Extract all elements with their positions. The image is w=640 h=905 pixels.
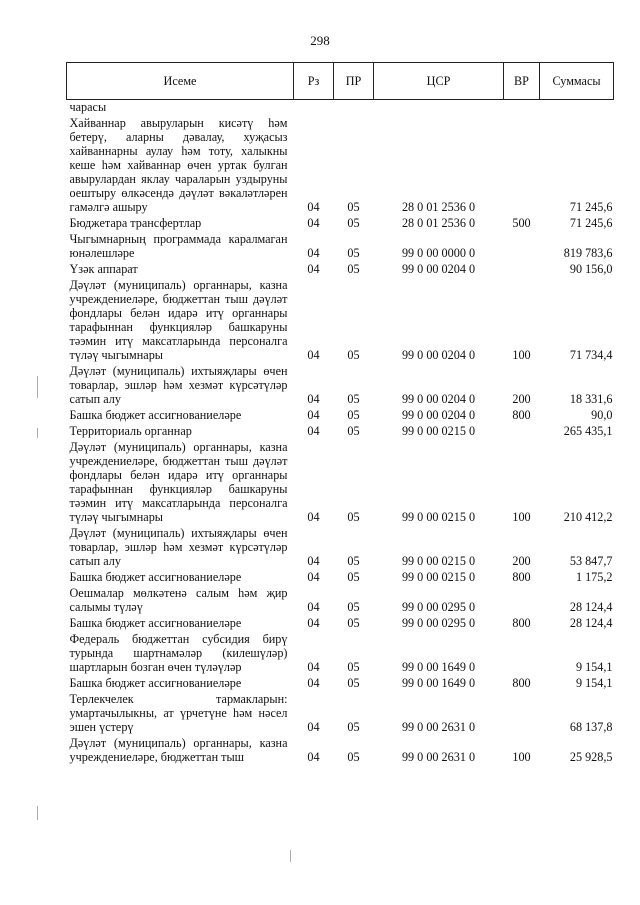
row-name: Башка бюджет ассигнованиеләре xyxy=(69,616,242,630)
row-sum: 9 154,1 xyxy=(575,676,613,690)
header-name: Исеме xyxy=(67,63,294,100)
row-sum: 1 175,2 xyxy=(575,570,613,584)
row-vr: 100 xyxy=(512,750,531,764)
row-csr: 99 0 00 0204 0 xyxy=(401,262,476,276)
row-pr: 05 xyxy=(347,570,360,584)
row-pr: 05 xyxy=(347,660,360,674)
row-name: Дәүләт (муниципаль) органнары, казна учреждениеләре, бюджеттан тыш xyxy=(69,736,288,764)
header-rz: Рз xyxy=(294,63,334,100)
row-sum: 819 783,6 xyxy=(563,246,613,260)
row-vr: 800 xyxy=(512,616,531,630)
row-rz: 04 xyxy=(307,720,320,734)
row-pr: 05 xyxy=(347,750,360,764)
row-sum: 90,0 xyxy=(591,408,613,422)
table-row xyxy=(67,262,614,278)
row-rz: 04 xyxy=(307,750,320,764)
row-csr: 99 0 00 1649 0 xyxy=(401,676,476,690)
row-csr: 99 0 00 0295 0 xyxy=(401,600,476,614)
row-csr: 99 0 00 2631 0 xyxy=(401,750,476,764)
row-sum: 71 245,6 xyxy=(569,216,613,230)
row-sum: 53 847,7 xyxy=(569,554,613,568)
row-rz: 04 xyxy=(307,200,320,214)
row-vr xyxy=(504,100,540,117)
row-sum: 25 928,5 xyxy=(569,750,613,764)
row-name: Үзәк аппарат xyxy=(69,262,138,276)
row-csr: 99 0 00 0204 0 xyxy=(401,348,476,362)
table-row xyxy=(67,216,614,232)
page-number: 298 xyxy=(310,33,330,48)
row-pr: 05 xyxy=(347,348,360,362)
row-vr xyxy=(504,424,540,440)
row-pr: 05 xyxy=(347,616,360,630)
row-pr: 05 xyxy=(347,216,360,230)
header-pr: ПР xyxy=(334,63,374,100)
row-rz: 04 xyxy=(307,616,320,630)
row-name: Бюджетара трансфертлар xyxy=(69,216,202,230)
row-rz: 04 xyxy=(307,216,320,230)
row-rz: 04 xyxy=(307,510,320,524)
row-csr: 99 0 00 2631 0 xyxy=(401,720,476,734)
table-row xyxy=(67,632,614,676)
row-pr: 05 xyxy=(347,720,360,734)
table-row xyxy=(67,736,614,766)
row-rz: 04 xyxy=(307,676,320,690)
row-vr xyxy=(504,232,540,262)
row-sum: 9 154,1 xyxy=(575,660,613,674)
row-name: Оешмалар мөлкәтенә салым һәм җир салымы түләү xyxy=(69,586,288,614)
row-name: Хайваннар авыруларын кисәтү һәм бетерү, аларны дәвалау, хуҗасыз хайваннарны аулау һәм тоту, халыкны кеше һәм хайваннар өчен уртак булган авырулардан яклау чараларын уздыруны оештыру өлкәсендә дәүләт вәкаләтләрен гамәлгә ашыру xyxy=(69,116,288,214)
row-sum: 90 156,0 xyxy=(569,262,613,276)
row-name: Башка бюджет ассигнованиеләре xyxy=(69,676,242,690)
table-row xyxy=(67,408,614,424)
row-sum: 71 245,6 xyxy=(569,200,613,214)
row-name: Башка бюджет ассигнованиеләре xyxy=(69,570,242,584)
row-pr: 05 xyxy=(347,424,360,438)
table-row xyxy=(67,278,614,364)
table-row xyxy=(67,424,614,440)
row-csr: 99 0 00 0215 0 xyxy=(401,554,476,568)
row-vr xyxy=(504,262,540,278)
header-sum: Суммасы xyxy=(540,63,614,100)
row-csr: 99 0 00 0204 0 xyxy=(401,408,476,422)
row-sum: 28 124,4 xyxy=(569,616,613,630)
row-csr: 99 0 00 0000 0 xyxy=(401,246,476,260)
row-csr: 99 0 00 0215 0 xyxy=(401,510,476,524)
row-vr: 800 xyxy=(512,676,531,690)
table-row xyxy=(67,116,614,216)
row-pr xyxy=(334,100,374,117)
row-vr xyxy=(504,586,540,616)
row-name: Федераль бюджеттан субсидия бирү турында шартнамәләр (килешүләр) шартларын бозган өчен түләүләр xyxy=(69,632,288,674)
row-rz: 04 xyxy=(307,660,320,674)
row-sum: 28 124,4 xyxy=(569,600,613,614)
row-csr: 99 0 00 0204 0 xyxy=(401,392,476,406)
row-pr: 05 xyxy=(347,554,360,568)
row-name: Дәүләт (муниципаль) ихтыяҗлары өчен товарлар, эшләр һәм хезмәт күрсәтүләр сатып алу xyxy=(69,526,288,568)
scan-mark xyxy=(37,806,38,820)
row-csr: 99 0 00 0295 0 xyxy=(401,616,476,630)
row-rz: 04 xyxy=(307,424,320,438)
row-rz: 04 xyxy=(307,600,320,614)
row-rz: 04 xyxy=(307,246,320,260)
row-rz: 04 xyxy=(307,408,320,422)
row-rz: 04 xyxy=(307,262,320,276)
row-name: Территориаль органнар xyxy=(69,424,192,438)
row-csr: 28 0 01 2536 0 xyxy=(401,216,476,230)
row-csr xyxy=(374,100,504,117)
header-csr: ЦСР xyxy=(374,63,504,100)
row-rz xyxy=(294,100,334,117)
row-pr: 05 xyxy=(347,600,360,614)
row-name: Дәүләт (муниципаль) органнары, казна учреждениеләре, бюджеттан тыш дәүләт фондлары белән идарә итү органнары тарафыннан функцияләр башкаруны тәэмин итү максатларында персоналга түләү чыгымнары xyxy=(69,278,288,362)
row-csr: 99 0 00 0215 0 xyxy=(401,570,476,584)
table-row xyxy=(67,692,614,736)
row-pr: 05 xyxy=(347,200,360,214)
table-row xyxy=(67,616,614,632)
row-vr: 800 xyxy=(512,408,531,422)
row-sum: 210 412,2 xyxy=(563,510,613,524)
row-pr: 05 xyxy=(347,246,360,260)
table-row xyxy=(67,232,614,262)
row-vr xyxy=(504,692,540,736)
row-rz: 04 xyxy=(307,348,320,362)
row-vr: 500 xyxy=(512,216,531,230)
table-row xyxy=(67,570,614,586)
row-vr: 200 xyxy=(512,392,531,406)
row-sum: 71 734,4 xyxy=(569,348,613,362)
scan-mark xyxy=(37,428,38,438)
row-rz: 04 xyxy=(307,570,320,584)
row-vr: 800 xyxy=(512,570,531,584)
row-name: Чыгымнарның программада каралмаган юнәлешләре xyxy=(69,232,288,260)
row-rz: 04 xyxy=(307,554,320,568)
row-sum: 18 331,6 xyxy=(569,392,613,406)
row-sum: 265 435,1 xyxy=(563,424,613,438)
row-vr: 100 xyxy=(512,348,531,362)
row-csr: 28 0 01 2536 0 xyxy=(401,200,476,214)
row-pr: 05 xyxy=(347,510,360,524)
row-pr: 05 xyxy=(347,408,360,422)
table-header-row xyxy=(67,63,614,100)
table-row xyxy=(67,586,614,616)
row-vr xyxy=(504,116,540,216)
scan-mark xyxy=(37,376,38,398)
row-rz: 04 xyxy=(307,392,320,406)
row-pr: 05 xyxy=(347,392,360,406)
row-name: Терлекчелек тармакларын: умартачылыкны, ат үрчетүне һәм нәсел эшен үстерү xyxy=(69,692,288,734)
header-vr: ВР xyxy=(504,63,540,100)
row-name: чарасы xyxy=(69,100,107,114)
budget-table xyxy=(66,62,614,766)
row-csr: 99 0 00 1649 0 xyxy=(401,660,476,674)
row-sum: 68 137,8 xyxy=(569,720,613,734)
row-vr: 200 xyxy=(512,554,531,568)
row-sum xyxy=(540,100,614,117)
row-name: Дәүләт (муниципаль) органнары, казна учреждениеләре, бюджеттан тыш дәүләт фондлары белән идарә итү органнары тарафыннан функцияләр башкаруны тәэмин итү максатларында персоналга түләү чыгымнары xyxy=(69,440,288,524)
scan-mark xyxy=(290,850,291,862)
row-pr: 05 xyxy=(347,262,360,276)
table-row xyxy=(67,676,614,692)
row-vr: 100 xyxy=(512,510,531,524)
table-row xyxy=(67,440,614,526)
table-row xyxy=(67,526,614,570)
row-name: Дәүләт (муниципаль) ихтыяҗлары өчен товарлар, эшләр һәм хезмәт күрсәтүләр сатып алу xyxy=(69,364,288,406)
row-name: Башка бюджет ассигнованиеләре xyxy=(69,408,242,422)
row-pr: 05 xyxy=(347,676,360,690)
table-row xyxy=(67,100,614,117)
row-vr xyxy=(504,632,540,676)
table-body xyxy=(67,100,614,767)
row-csr: 99 0 00 0215 0 xyxy=(401,424,476,438)
table-row xyxy=(67,364,614,408)
